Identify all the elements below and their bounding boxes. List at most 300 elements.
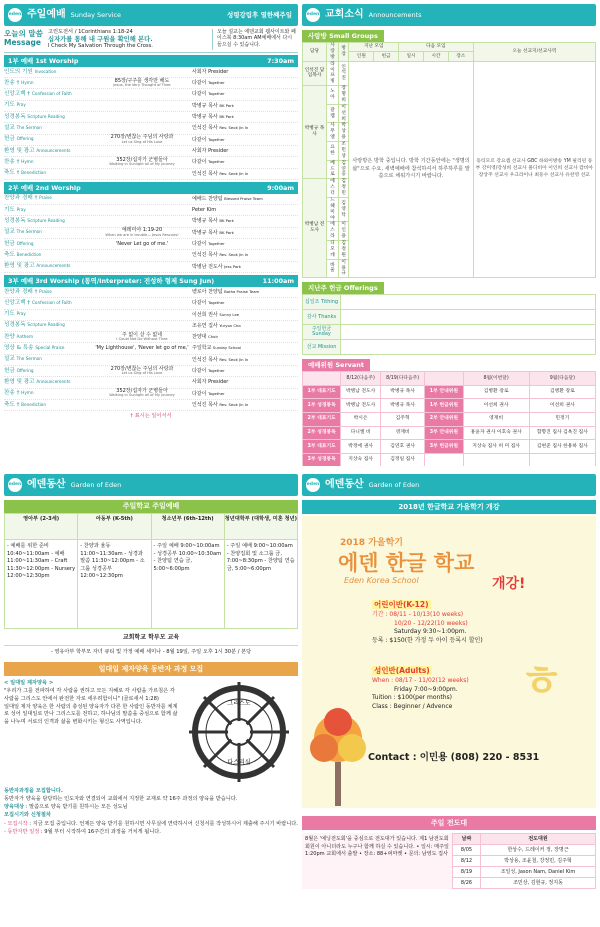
start-text: : 지금 모집 중입니다. 언제든 양육 받기를 원하시면 사무실에 연락하시어 신청서를 작성하시어 제출해 주시기 바랍니다. bbox=[29, 820, 298, 827]
sg-group-name: 노 아 bbox=[327, 86, 339, 105]
sg-subheader: 일시 bbox=[399, 52, 424, 61]
servant-row bbox=[303, 399, 596, 413]
target-text: : 말씀으로 양육 받기를 원하시는 모든 성도님 bbox=[25, 804, 128, 811]
order-item-leader-ko: 조유연 집사 bbox=[192, 322, 218, 329]
order-item-leader-ko: 다같이 bbox=[192, 390, 207, 397]
servant-row bbox=[303, 426, 596, 440]
order-item-detail bbox=[92, 367, 192, 376]
poster-contact: Contact : 이민용 (808) 220 - 8531 bbox=[368, 752, 540, 763]
order-item-leader bbox=[192, 91, 298, 97]
order-item-leader-ko: 다같이 bbox=[192, 91, 207, 98]
sg-leader: 이인용 bbox=[338, 222, 348, 241]
order-item-ko: 헌금 bbox=[4, 240, 15, 247]
section-subtitle: Announcements bbox=[368, 10, 422, 19]
evan-members: 조민상, 김현규, 정지동 bbox=[481, 878, 596, 889]
order-item-en: Pray bbox=[16, 206, 26, 212]
schedule-title: - 동반자반 일정 bbox=[4, 828, 40, 835]
small-groups-title: 사랑방 Small Groups bbox=[302, 30, 384, 42]
order-item-leader bbox=[192, 103, 298, 109]
order-item-detail-ko: 예레미야 1:19-20 bbox=[121, 227, 163, 234]
target-title: 양육대상 bbox=[4, 804, 25, 811]
order-row bbox=[4, 287, 298, 298]
section-header bbox=[4, 4, 298, 26]
evan-row bbox=[453, 845, 596, 856]
order-item-leader-ko: 인석진 목사 bbox=[192, 252, 218, 259]
sg-row bbox=[303, 61, 596, 86]
evan-members: 조일성, Jason Nam, Daniel Kim bbox=[481, 867, 596, 878]
order-item-leader-ko: 인석진 목사 bbox=[192, 401, 218, 408]
order-item-detail bbox=[92, 389, 192, 398]
order-item-name bbox=[4, 136, 92, 143]
section-subtitle: Garden of Eden bbox=[70, 480, 122, 489]
servant-name: 박정애 권사 bbox=[341, 440, 381, 454]
order-item-en: Confession of Faith bbox=[31, 299, 72, 305]
servant-title: 예배위원 Servant bbox=[302, 359, 370, 371]
order-item-leader-en: BK Park bbox=[219, 102, 234, 108]
order-item-leader-en: Together bbox=[208, 136, 225, 142]
order-item-en: Pray bbox=[16, 311, 26, 317]
order-row bbox=[4, 298, 298, 309]
order-item-leader-en: BK Park bbox=[219, 229, 234, 235]
order-item-leader-en: BK Park bbox=[219, 114, 234, 120]
servant-role: 2부 성경봉독 bbox=[303, 426, 341, 440]
order-item-leader-en: Together bbox=[208, 241, 225, 247]
sg-header: 사랑방 bbox=[327, 43, 339, 62]
message-row bbox=[4, 29, 298, 53]
servant-date: 8월(이번달) bbox=[463, 372, 529, 386]
order-item-leader-en: Rev. Seok Jin In bbox=[219, 170, 249, 176]
order-item-name bbox=[4, 170, 92, 177]
order-item-leader-en: Together bbox=[208, 80, 225, 86]
kids-class bbox=[372, 600, 483, 646]
sg-leader: 인석진 bbox=[338, 61, 348, 86]
order-item-leader-en: Sunday School bbox=[212, 345, 241, 351]
sg-group-name: 갈 렙 bbox=[327, 104, 339, 123]
servant-name: 김연호 권사 bbox=[380, 440, 424, 454]
evan-date: 8/05 bbox=[453, 845, 481, 856]
order-item-name bbox=[4, 322, 92, 329]
servant-name: 박병남 전도사 bbox=[341, 385, 381, 399]
order-item-detail-ko: 'My Lighthouse', 'Never let go of me,' bbox=[95, 344, 189, 351]
message-note: 오늘 설교는 에덴교회 웹사이트와 페이스북 8:30am AM예배에서 다시 들으실 수 있습니다. bbox=[212, 29, 298, 50]
order-item-leader-ko: 인석진 목사 bbox=[192, 356, 218, 363]
kids-period-1: 기간 : 08/11 - 10/13(10 weeks) bbox=[372, 610, 464, 618]
servant-empty bbox=[463, 453, 529, 466]
order-item-name bbox=[4, 345, 92, 352]
offering-row bbox=[303, 340, 596, 355]
order-item-ko: 설교 bbox=[4, 229, 15, 236]
order-item-en: Praise bbox=[39, 288, 52, 294]
servant-name: 지상숙 집사 bbox=[341, 453, 381, 466]
discipleship-wheel bbox=[180, 680, 298, 784]
section-header bbox=[4, 474, 298, 496]
evan-members: 한상수, 드레이커 정, 장명근 bbox=[481, 845, 596, 856]
order-item-name bbox=[4, 379, 92, 386]
order-item-name bbox=[4, 125, 92, 132]
offering-label: 십일조 Tithing bbox=[303, 295, 341, 310]
order-item-leader-ko: 주일학교 bbox=[192, 345, 212, 352]
worship1-bar bbox=[4, 55, 298, 67]
order-item-leader bbox=[192, 159, 298, 165]
recruit-title: 동반자과정을 모집합니다. bbox=[4, 788, 63, 795]
order-item-name bbox=[4, 334, 92, 341]
order-item-leader bbox=[192, 230, 298, 236]
order-item-en: Scripture Reading bbox=[27, 322, 65, 328]
order-item-name bbox=[4, 356, 92, 363]
adult-level: Class : Beginner / Advence bbox=[372, 702, 453, 710]
message-label: 오늘의 말씀 Message bbox=[4, 29, 43, 47]
order-item-leader-en: Rev. Seok Jin In bbox=[219, 125, 249, 131]
order-item-detail-en: I Could Not Do Without Thee bbox=[116, 336, 168, 341]
order-item-leader-en: BK Park bbox=[219, 218, 234, 224]
announcements-section bbox=[302, 4, 596, 466]
servant-name: 민정기 bbox=[529, 413, 595, 427]
order-item-leader-ko: 사회자 Presider bbox=[192, 147, 229, 154]
order-item-leader bbox=[192, 402, 298, 408]
order-item-leader bbox=[192, 345, 298, 351]
evan-date: 8/19 bbox=[453, 867, 481, 878]
sg-group-name: 사무엘 bbox=[327, 123, 339, 142]
order-row bbox=[4, 343, 298, 354]
order-item-en: Offering bbox=[16, 136, 34, 142]
order-row bbox=[4, 194, 298, 205]
message-body bbox=[48, 29, 212, 50]
sg-header: 지난 모임 bbox=[349, 43, 399, 52]
order-item-leader-en: Sunny Lee bbox=[219, 311, 240, 317]
standing-note: † 표시는 일어서서 bbox=[130, 413, 172, 420]
order-item-leader bbox=[192, 252, 298, 258]
order-item-name bbox=[4, 289, 92, 296]
korean-school-banner: 2018년 한글학교 가을학기 개강 bbox=[302, 500, 596, 514]
sg-leader: 조민상 bbox=[338, 142, 348, 161]
sg-header: 담당 bbox=[303, 43, 327, 62]
order-item-leader bbox=[192, 289, 298, 295]
order-item-leader bbox=[192, 218, 298, 224]
sg-notice: 사랑방은 방학 중입니다. 방학 기간동안에는 "생명의 삶"으로 수요, 새벽예배에 참석하셔서 하루하루를 말씀으로 채워가시기 바랍니다. bbox=[349, 61, 473, 278]
order-row bbox=[4, 101, 298, 112]
garden-of-eden-section bbox=[4, 474, 298, 924]
order-item-ko: 기도 bbox=[4, 102, 15, 109]
school-column-body: - 예배를 위한 준비 10:40~11:00am - 예배 11:00~11:30am - Craft 11:30~12:00pm - Nursery 12:00~12:30pm bbox=[7, 543, 76, 580]
order-item-detail bbox=[92, 346, 192, 351]
order-item-leader-ko: 이선희 권사 bbox=[192, 311, 218, 318]
kids-fee: 등록 : $150(한 가정 두 아이 등록시 할인) bbox=[372, 636, 483, 644]
ships-wheel-icon bbox=[187, 680, 291, 784]
order-item-ko: 축도 bbox=[4, 251, 15, 258]
order-row bbox=[4, 228, 298, 239]
order-item-leader bbox=[192, 125, 298, 131]
order-item-name bbox=[4, 241, 92, 248]
servant-row bbox=[303, 385, 596, 399]
worship3-time: 11:00am bbox=[262, 276, 294, 285]
order-item-ko: 찬양과 경배 † bbox=[4, 195, 38, 202]
order-item-leader-ko: 벧로아 찬양팀 bbox=[192, 288, 223, 295]
order-row bbox=[4, 239, 298, 250]
order-item-name bbox=[4, 263, 92, 270]
sg-subheader: 인원 bbox=[349, 52, 374, 61]
offering-row bbox=[303, 310, 596, 325]
order-item-leader-en: Rev. Seok Jin In bbox=[219, 401, 249, 407]
order-item-en: Benediction bbox=[21, 401, 46, 407]
eden-logo-icon: eden bbox=[8, 478, 22, 492]
order-item-leader-ko: 사회자 Presider bbox=[192, 379, 229, 386]
discipleship-subtitle: < 일대일 제자양육 > bbox=[4, 680, 54, 687]
order-item-leader-en: Choir bbox=[208, 334, 219, 340]
order-item-ko: 인도의 기원 bbox=[4, 68, 33, 75]
order-row bbox=[4, 112, 298, 123]
order-item-leader-ko: 인석진 목사 bbox=[192, 125, 218, 132]
servant-role: 1부 대표기도 bbox=[303, 385, 341, 399]
section-title: 에덴동산 bbox=[27, 478, 66, 490]
order-item-ko: 영상 & 특송 bbox=[4, 345, 34, 352]
sg-group-name: 디모데 bbox=[327, 241, 339, 260]
order-item-leader-ko: 찬양대 bbox=[192, 334, 207, 341]
order-item-en: Hymn bbox=[21, 79, 34, 85]
order-item-en: Announcements bbox=[36, 263, 71, 269]
servant-name: 홍윤자 권사 이호숙 권사 bbox=[463, 426, 529, 440]
sg-group-name: 베드로 bbox=[327, 160, 339, 179]
order-item-name bbox=[4, 69, 92, 76]
parent-edu-title: 교회학교 학부모 교육 bbox=[122, 634, 180, 641]
servant-name: 이선희 권사 bbox=[463, 399, 529, 413]
sg-header: 오늘 선교지/선교사역 bbox=[473, 43, 595, 62]
worship3-order bbox=[4, 287, 298, 411]
evan-header: 날짜 bbox=[453, 834, 481, 845]
servant-date: 9월(다음달) bbox=[529, 372, 595, 386]
order-item-ko: 축도 † bbox=[4, 401, 20, 408]
order-item-leader bbox=[192, 207, 298, 213]
order-item-ko: 찬양 bbox=[4, 333, 15, 340]
order-item-detail-ko: 352장/십자가 군병들아 bbox=[116, 156, 168, 163]
order-row bbox=[4, 78, 298, 89]
order-item-en: The Sermon bbox=[16, 356, 42, 362]
order-item-leader-ko: 박병규 목사 bbox=[192, 102, 218, 109]
start-title: - 모집시작 bbox=[4, 820, 28, 827]
order-item-detail-en: Let us Sing of His Love bbox=[121, 139, 163, 144]
sg-leader: 김연웅 bbox=[338, 160, 348, 179]
servant-name: 김주혁 bbox=[380, 413, 424, 427]
servant-name: 박병규 목사 bbox=[380, 399, 424, 413]
servant-role: 1부 성경봉독 bbox=[303, 399, 341, 413]
section-header bbox=[302, 474, 596, 496]
offering-label: 주일헌금 Sunday bbox=[303, 325, 341, 340]
korean-school-section bbox=[302, 474, 596, 924]
order-item-name bbox=[4, 91, 92, 98]
servant-role: 3부 성경봉독 bbox=[303, 453, 341, 466]
sg-leader: 김영탁 bbox=[338, 197, 348, 222]
order-item-leader bbox=[192, 196, 298, 202]
order-item-detail bbox=[92, 333, 192, 342]
order-item-detail bbox=[92, 228, 192, 237]
order-row bbox=[4, 400, 298, 411]
order-item-leader bbox=[192, 69, 298, 75]
servant-name: 박시온 bbox=[341, 413, 381, 427]
order-item-en: Announcements bbox=[36, 147, 71, 153]
poster-english: Eden Korea School bbox=[344, 576, 419, 585]
order-item-detail bbox=[92, 158, 192, 167]
offering-row bbox=[303, 325, 596, 340]
order-item-name bbox=[4, 159, 92, 166]
order-item-name bbox=[4, 229, 92, 236]
servant-name: 박병규 목사 bbox=[380, 385, 424, 399]
sg-area: 인석진 담임목사 bbox=[303, 61, 327, 86]
order-item-detail-en: When we are in trouble— Jesus Rescues! bbox=[105, 232, 179, 237]
order-item-leader bbox=[192, 368, 298, 374]
servant-date: 8/12(다음주) bbox=[341, 372, 381, 386]
adult-tuition: Tuition : $100(per months) bbox=[372, 694, 452, 702]
sg-leader: 김정원 bbox=[338, 241, 348, 260]
sg-area: 박병남 전도사 bbox=[303, 179, 327, 278]
school-column bbox=[225, 514, 297, 628]
order-item-en: Special Praise bbox=[35, 345, 65, 351]
order-item-ko: 환영 및 광고 bbox=[4, 378, 35, 385]
evan-date: 8/26 bbox=[453, 878, 481, 889]
order-item-leader-ko: 박병규 목사 bbox=[192, 218, 218, 225]
small-groups-table bbox=[302, 42, 596, 278]
servant-name: 영재비 bbox=[463, 413, 529, 427]
order-item-leader-en: Rev. Seok Jin In bbox=[219, 252, 249, 258]
evangelism-text: 8월은 '예닝전도회'을 중심으로 전도대가 있습니다. 제1 남전도회 회원이 아니더라도 누구나 함께 하실 수 있습니다. • 일시: 매주일 1:20pm 교회에서 출발 • 장소: 88+퍼마켓 • 문의: 남영도 집사 bbox=[302, 833, 452, 889]
sg-group-name: 바 울 bbox=[327, 259, 339, 278]
order-item-ko: 성경봉독 bbox=[4, 113, 26, 120]
order-item-en: Pray bbox=[16, 102, 26, 108]
servant-name: 영재비 bbox=[380, 426, 424, 440]
worship2-label: 2부 예배 2nd Worship bbox=[8, 183, 81, 192]
discipleship-text bbox=[4, 680, 180, 784]
servant-role: 3부 안내위원 bbox=[425, 426, 463, 440]
servant-empty bbox=[529, 453, 595, 466]
sg-group-name: 느헤미야 bbox=[327, 197, 339, 222]
order-item-en: Offering bbox=[16, 367, 34, 373]
sg-leader: 김정민 bbox=[338, 179, 348, 198]
sg-subheader: 헌금 bbox=[374, 52, 399, 61]
servant-role: 2부 대표기도 bbox=[303, 413, 341, 427]
period-title: 모집시기와 신청절차 bbox=[4, 812, 51, 819]
order-item-en: Offering bbox=[16, 240, 34, 246]
servant-name: 지상숙 집사 허 미 집사 bbox=[463, 440, 529, 454]
servant-role: 2부 안내위원 bbox=[425, 413, 463, 427]
order-row bbox=[4, 135, 298, 146]
order-item-leader-ko: 박병남 전도사 bbox=[192, 263, 223, 270]
wheel-bottom-text: 다스리심 bbox=[227, 759, 251, 767]
order-item-leader bbox=[192, 241, 298, 247]
order-item-ko: 찬송 † bbox=[4, 158, 20, 165]
school-column-body: - 주일 예배 9:00~10:00am - 성경공부 10:00~10:30am - 찬양팀 연습 금, 5:00~6:00pm bbox=[153, 543, 222, 572]
eden-logo-icon: eden bbox=[8, 8, 22, 22]
order-item-ko: 찬송 † bbox=[4, 390, 20, 397]
order-item-leader-ko: Peter Kim bbox=[192, 207, 217, 214]
order-item-leader bbox=[192, 323, 298, 329]
order-item-detail-ko: 270장/변찮는 주님의 사랑과 bbox=[110, 134, 174, 141]
order-item-ko: 축도 † bbox=[4, 170, 20, 177]
offering-label: 선교 Mission bbox=[303, 340, 341, 355]
sunday-school-title: 주일학교 주일예배 bbox=[4, 500, 298, 513]
kids-period-2: 10/20 - 12/22(10 weeks) bbox=[394, 619, 468, 627]
section-subtitle: Sunday Service bbox=[70, 10, 122, 19]
order-item-ko: 신앙고백 † bbox=[4, 299, 31, 306]
recruit-text: 동반자가 양육을 담당하는 인도자와 연결되어 교회에서 지정한 교재로 약 16주 과정의 양육을 받습니다. bbox=[4, 796, 238, 803]
order-item-leader-en: Together bbox=[208, 159, 225, 165]
adult-period: When : 08/17 - 11/02(12 weeks) bbox=[372, 676, 469, 684]
order-item-leader bbox=[192, 334, 298, 340]
servant-role: 1부 헌금위원 bbox=[425, 399, 463, 413]
order-item-en: Benediction bbox=[21, 170, 46, 176]
order-item-leader-en: Jess Park bbox=[224, 263, 241, 269]
order-item-name bbox=[4, 114, 92, 121]
order-item-leader-en: Together bbox=[208, 368, 225, 373]
order-item-leader-en: Rev. Seok Jin In bbox=[219, 356, 249, 362]
order-item-name bbox=[4, 102, 92, 109]
order-row bbox=[4, 310, 298, 321]
evan-row bbox=[453, 878, 596, 889]
order-row bbox=[4, 146, 298, 157]
order-item-en: Confession of Faith bbox=[31, 91, 72, 97]
order-row bbox=[4, 355, 298, 366]
poster-title: 에덴 한글 학교 bbox=[338, 551, 475, 575]
order-item-ko: 헌금 bbox=[4, 136, 15, 143]
sg-leader: 박상용 bbox=[338, 123, 348, 142]
worship3-label: 3부 예배 3rd Worship (통역/Interpreter: 전성하 형제 Sung Jun) bbox=[8, 276, 215, 285]
sg-header: 다음 모임 bbox=[399, 43, 474, 52]
school-column bbox=[152, 514, 225, 628]
order-row bbox=[4, 332, 298, 343]
section-title: 교회소식 bbox=[325, 8, 364, 20]
order-item-en: Scripture Reading bbox=[27, 218, 65, 224]
order-item-ko: 설교 bbox=[4, 356, 15, 363]
sg-leader: 이용규 bbox=[338, 259, 348, 278]
evan-members: 박상용, 조윤철, 강정민, 김주혁 bbox=[481, 856, 596, 867]
liturgical-week: 성령강림후 열한째주일 bbox=[226, 10, 292, 19]
order-item-leader bbox=[192, 300, 298, 306]
order-item-name bbox=[4, 390, 92, 397]
order-row bbox=[4, 377, 298, 388]
school-column-title: 청소년부 (6th-12th) bbox=[152, 514, 224, 540]
order-row bbox=[4, 89, 298, 100]
kids-class-name: 어린이반(K-12) bbox=[374, 600, 429, 609]
servant-name: 김병환 장로 bbox=[463, 385, 529, 399]
order-item-name bbox=[4, 195, 92, 202]
order-item-en: Announcements bbox=[36, 378, 71, 384]
servant-name: 김정일 집사 bbox=[380, 453, 424, 466]
servant-row bbox=[303, 453, 596, 466]
order-item-detail-ko: 85장/구주를 생각만 해도 bbox=[114, 77, 170, 84]
sunday-service-section bbox=[4, 4, 298, 466]
worship3-bar bbox=[4, 275, 298, 287]
order-item-leader-ko: 사회자 Presider bbox=[192, 68, 229, 75]
evangelism-table bbox=[452, 833, 596, 889]
offering-value bbox=[341, 325, 596, 340]
order-row bbox=[4, 169, 298, 180]
order-item-leader-ko: 다같이 bbox=[192, 159, 207, 166]
offering-label: 감사 Thanks bbox=[303, 310, 341, 325]
servant-row bbox=[303, 413, 596, 427]
order-item-en: The Sermon bbox=[16, 229, 42, 235]
order-item-leader bbox=[192, 171, 298, 177]
order-item-leader bbox=[192, 312, 298, 318]
order-item-leader bbox=[192, 379, 298, 385]
sg-header: 방장 bbox=[338, 43, 348, 62]
sg-group-name: 라이프빙 bbox=[327, 61, 339, 86]
discipleship-title: 일대일 제자양육 동반자 과정 모집 bbox=[4, 662, 298, 676]
order-row bbox=[4, 389, 298, 400]
section-subtitle: Garden of Eden bbox=[368, 480, 420, 489]
order-item-leader-ko: 다같이 bbox=[192, 300, 207, 307]
order-item-ko: 신앙고백 † bbox=[4, 91, 31, 98]
order-item-leader-en: Yuryon Cho bbox=[219, 322, 241, 328]
autumn-tree-icon bbox=[306, 702, 370, 806]
discipleship-quote: "우리가 그를 전파하여 각 사람을 권하고 모든 지혜로 각 사람을 가르침은 각 사람을 그리스도 안에서 완전한 자로 세우려함이니" (골로새서 1:28) bbox=[4, 688, 175, 702]
school-column-title: 영아부 (2-3세) bbox=[5, 514, 77, 540]
